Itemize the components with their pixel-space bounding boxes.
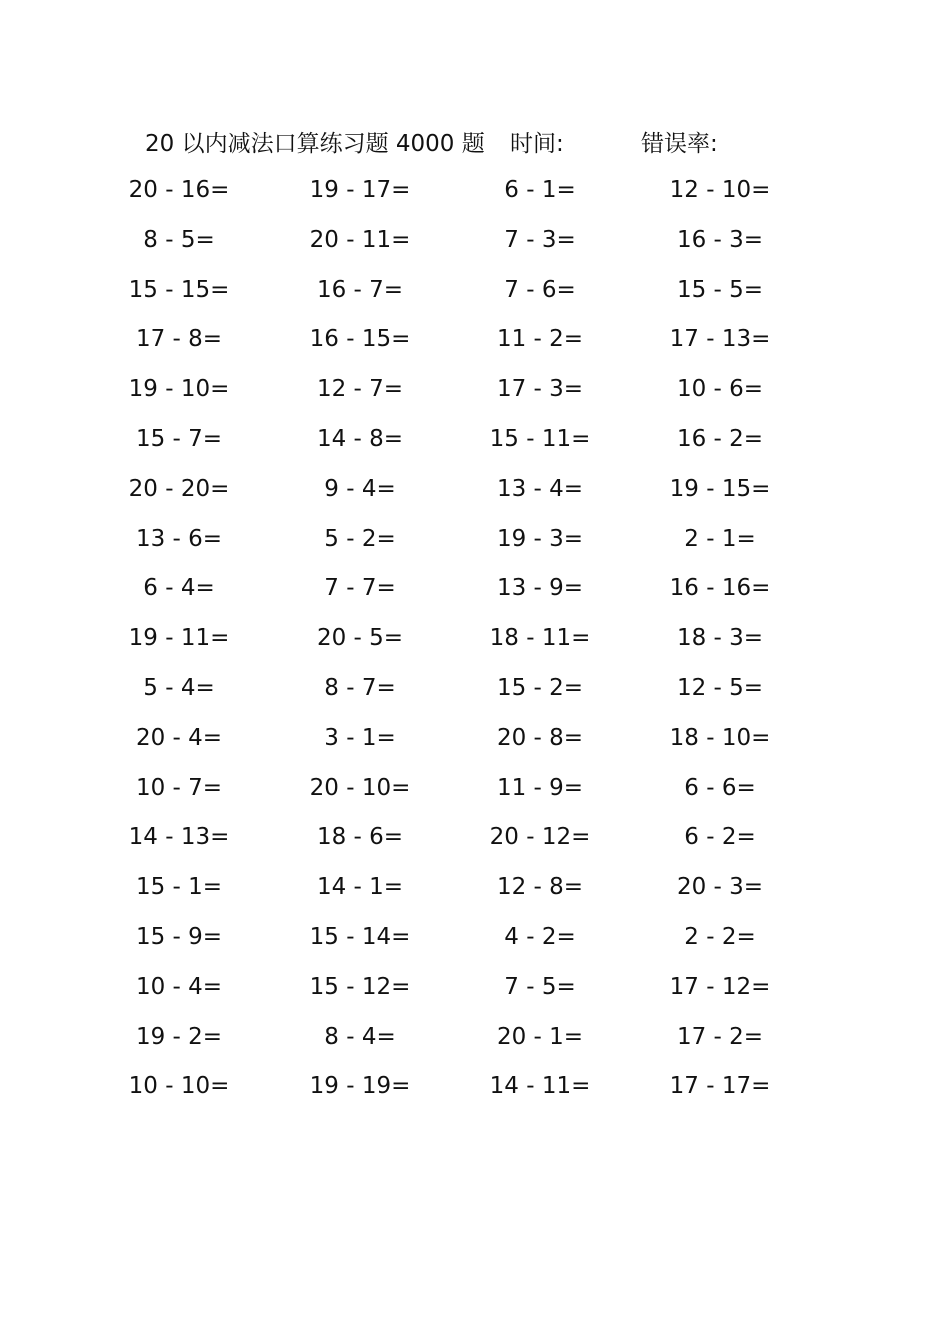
problem-text: 11 - 2= — [496, 326, 584, 353]
problem-cell — [645, 515, 795, 565]
problem-text: 14 - 11= — [489, 1073, 591, 1100]
problem-text: 15 - 12= — [309, 973, 411, 1000]
problem-row — [0, 614, 950, 664]
problem-row — [0, 764, 950, 814]
problem-text: 19 - 17= — [309, 177, 411, 203]
problem-text: 17 - 2= — [676, 1023, 764, 1050]
error-rate-label: 错误率: — [641, 131, 718, 157]
problem-text: 17 - 13= — [669, 326, 771, 353]
problem-cell — [104, 714, 254, 764]
problem-row — [0, 564, 950, 614]
problem-row — [0, 714, 950, 764]
problem-cell — [645, 963, 795, 1013]
problem-text: 12 - 8= — [496, 874, 584, 901]
problem-cell — [104, 863, 254, 913]
problem-text: 15 - 1= — [135, 874, 223, 901]
problem-row — [0, 664, 950, 714]
problem-cell — [104, 913, 254, 963]
problem-text: 12 - 10= — [669, 177, 771, 203]
problem-cell — [465, 166, 615, 216]
problem-row — [0, 216, 950, 266]
problem-text: 19 - 19= — [309, 1073, 411, 1100]
problem-cell — [285, 1062, 435, 1112]
problem-text: 5 - 2= — [324, 525, 396, 552]
problem-text: 12 - 5= — [676, 674, 764, 701]
problem-cell — [465, 664, 615, 714]
problem-text: 15 - 7= — [135, 425, 223, 452]
problem-cell — [104, 764, 254, 814]
problem-text: 4 - 2= — [504, 923, 576, 950]
problem-cell — [465, 1062, 615, 1112]
problem-row — [0, 465, 950, 515]
problem-text: 18 - 11= — [489, 625, 591, 652]
problem-cell — [285, 614, 435, 664]
problem-text: 6 - 2= — [684, 824, 756, 851]
problem-cell — [285, 564, 435, 614]
problem-cell — [645, 664, 795, 714]
problem-text: 20 - 11= — [309, 226, 411, 253]
problem-row — [0, 266, 950, 316]
problem-cell — [104, 963, 254, 1013]
problem-cell — [465, 813, 615, 863]
problem-cell — [645, 813, 795, 863]
problem-text: 20 - 10= — [309, 774, 411, 801]
problem-text: 7 - 7= — [324, 575, 396, 602]
problem-cell — [465, 515, 615, 565]
problem-text: 10 - 4= — [135, 973, 223, 1000]
problem-cell — [645, 465, 795, 515]
problem-text: 7 - 3= — [504, 226, 576, 253]
problem-row — [0, 963, 950, 1013]
problem-text: 18 - 3= — [676, 625, 764, 652]
problem-text: 3 - 1= — [324, 724, 396, 751]
problem-text: 20 - 3= — [676, 874, 764, 901]
problem-cell — [104, 415, 254, 465]
problem-text: 13 - 4= — [496, 475, 584, 502]
problem-cell — [465, 913, 615, 963]
problem-text: 15 - 14= — [309, 923, 411, 950]
problem-text: 10 - 6= — [676, 376, 764, 403]
problem-row — [0, 1013, 950, 1063]
problem-cell — [104, 614, 254, 664]
problem-cell — [465, 365, 615, 415]
problem-cell — [465, 714, 615, 764]
problem-text: 14 - 8= — [316, 425, 404, 452]
problem-text: 14 - 1= — [316, 874, 404, 901]
problem-text: 6 - 1= — [504, 177, 576, 203]
problem-cell — [465, 963, 615, 1013]
problem-text: 20 - 20= — [128, 475, 230, 502]
problem-cell — [285, 714, 435, 764]
problem-cell — [285, 266, 435, 316]
problem-row — [0, 365, 950, 415]
problem-text: 10 - 7= — [135, 774, 223, 801]
problem-cell — [645, 764, 795, 814]
problem-text: 19 - 10= — [128, 376, 230, 403]
problem-text: 12 - 7= — [316, 376, 404, 403]
problem-cell — [285, 515, 435, 565]
problem-cell — [285, 216, 435, 266]
time-label: 时间: — [510, 131, 564, 157]
problem-text: 20 - 4= — [135, 724, 223, 751]
problem-cell — [104, 664, 254, 714]
problem-text: 8 - 4= — [324, 1023, 396, 1050]
problem-text: 14 - 13= — [128, 824, 230, 851]
problem-cell — [465, 614, 615, 664]
problem-cell — [104, 1062, 254, 1112]
problem-text: 20 - 12= — [489, 824, 591, 851]
problem-cell — [645, 1062, 795, 1112]
problem-text: 10 - 10= — [128, 1073, 230, 1100]
problem-cell — [285, 365, 435, 415]
problem-text: 2 - 2= — [684, 923, 756, 950]
problem-row — [0, 166, 950, 216]
problem-text: 9 - 4= — [324, 475, 396, 502]
problem-cell — [104, 365, 254, 415]
problem-cell — [285, 315, 435, 365]
problem-text: 16 - 3= — [676, 226, 764, 253]
problem-cell — [104, 515, 254, 565]
problem-cell — [645, 365, 795, 415]
problem-cell — [465, 315, 615, 365]
problem-row — [0, 515, 950, 565]
problem-text: 15 - 5= — [676, 276, 764, 303]
problem-cell — [465, 564, 615, 614]
problem-text: 19 - 2= — [135, 1023, 223, 1050]
problem-cell — [285, 465, 435, 515]
problem-cell — [104, 266, 254, 316]
problem-text: 16 - 2= — [676, 425, 764, 452]
problem-cell — [285, 664, 435, 714]
problem-cell — [645, 714, 795, 764]
problem-text: 19 - 15= — [669, 475, 771, 502]
problem-row — [0, 813, 950, 863]
problem-cell — [285, 963, 435, 1013]
problem-text: 19 - 11= — [128, 625, 230, 652]
problem-text: 15 - 11= — [489, 425, 591, 452]
problem-text: 20 - 16= — [128, 177, 230, 203]
problem-cell — [465, 415, 615, 465]
problem-cell — [104, 166, 254, 216]
problem-text: 7 - 6= — [504, 276, 576, 303]
problem-cell — [645, 863, 795, 913]
problem-cell — [645, 415, 795, 465]
problem-text: 18 - 10= — [669, 724, 771, 751]
problem-cell — [465, 1013, 615, 1063]
problem-text: 2 - 1= — [684, 525, 756, 552]
problem-text: 16 - 7= — [316, 276, 404, 303]
problem-cell — [465, 465, 615, 515]
problem-text: 16 - 16= — [669, 575, 771, 602]
problem-text: 5 - 4= — [143, 674, 215, 701]
problem-text: 20 - 8= — [496, 724, 584, 751]
problem-text: 15 - 9= — [135, 923, 223, 950]
problem-text: 13 - 9= — [496, 575, 584, 602]
problem-row — [0, 913, 950, 963]
problem-text: 16 - 15= — [309, 326, 411, 353]
problem-text: 17 - 12= — [669, 973, 771, 1000]
problem-row — [0, 415, 950, 465]
problem-text: 17 - 17= — [669, 1073, 771, 1100]
problem-text: 13 - 6= — [135, 525, 223, 552]
problem-cell — [645, 913, 795, 963]
problem-text: 7 - 5= — [504, 973, 576, 1000]
problem-text: 8 - 7= — [324, 674, 396, 701]
problem-cell — [645, 1013, 795, 1063]
problem-cell — [104, 315, 254, 365]
problem-cell — [285, 863, 435, 913]
problem-text: 20 - 5= — [316, 625, 404, 652]
problem-text: 6 - 4= — [143, 575, 215, 602]
problem-cell — [645, 614, 795, 664]
problem-cell — [285, 764, 435, 814]
problem-cell — [465, 266, 615, 316]
problem-cell — [285, 415, 435, 465]
problem-cell — [104, 1013, 254, 1063]
problem-row — [0, 315, 950, 365]
worksheet-title: 20 以内减法口算练习题 4000 题 — [145, 131, 485, 157]
problem-text: 19 - 3= — [496, 525, 584, 552]
problem-cell — [465, 863, 615, 913]
problem-cell — [465, 764, 615, 814]
problem-cell — [645, 315, 795, 365]
problem-cell — [104, 564, 254, 614]
problem-cell — [104, 813, 254, 863]
problem-text: 15 - 2= — [496, 674, 584, 701]
problem-text: 11 - 9= — [496, 774, 584, 801]
problem-cell — [285, 913, 435, 963]
problem-cell — [104, 465, 254, 515]
problem-cell — [645, 564, 795, 614]
problem-row — [0, 863, 950, 913]
problem-cell — [645, 166, 795, 216]
problem-cell — [465, 216, 615, 266]
problem-cell — [104, 216, 254, 266]
problem-text: 20 - 1= — [496, 1023, 584, 1050]
problem-grid — [0, 166, 950, 1112]
problem-text: 8 - 5= — [143, 226, 215, 253]
problem-cell — [285, 166, 435, 216]
problem-cell — [285, 813, 435, 863]
problem-text: 17 - 8= — [135, 326, 223, 353]
problem-text: 18 - 6= — [316, 824, 404, 851]
problem-text: 15 - 15= — [128, 276, 230, 303]
problem-text: 17 - 3= — [496, 376, 584, 403]
worksheet-header — [0, 124, 950, 164]
problem-cell — [645, 266, 795, 316]
problem-cell — [285, 1013, 435, 1063]
problem-cell — [645, 216, 795, 266]
problem-row — [0, 1062, 950, 1112]
problem-text: 6 - 6= — [684, 774, 756, 801]
